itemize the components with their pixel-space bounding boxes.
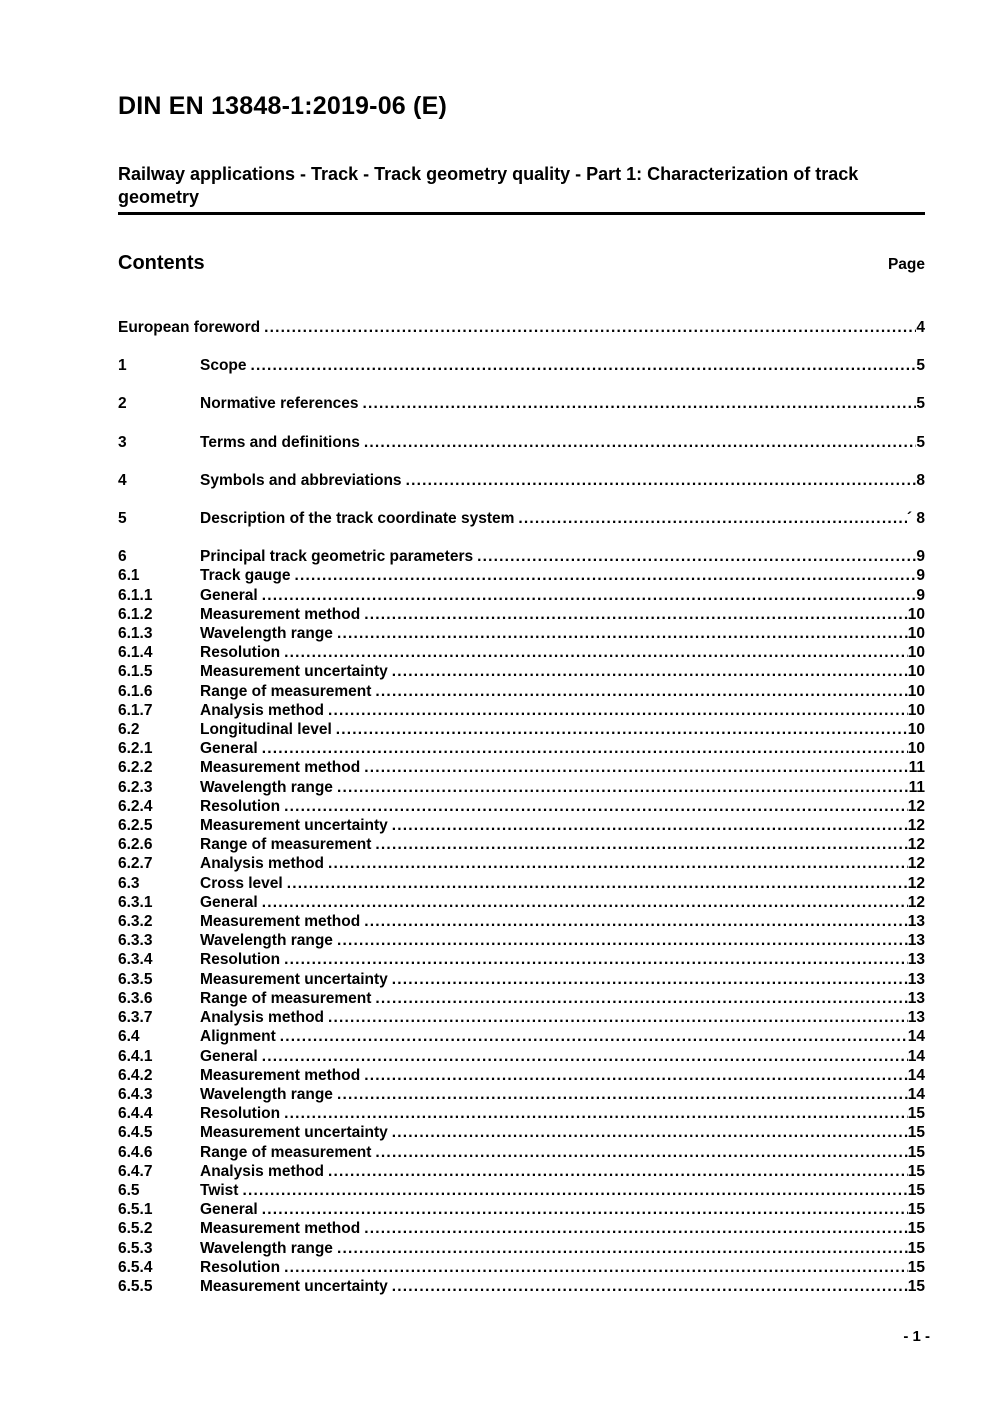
toc-entry-title: Resolution [200,644,281,662]
toc-entry [118,1085,925,1104]
toc-entry-page: 10 [907,625,925,643]
toc-entry-number: 6.3.3 [118,932,153,950]
toc-entry-title: Resolution [200,951,281,969]
toc-dot-leader [518,509,907,528]
toc-entry-page: 14 [907,1028,925,1046]
toc-entry-number: 6.1 [118,567,140,585]
toc-dot-leader [392,662,908,681]
toc-entry-number: 6.1.4 [118,644,153,662]
toc-entry-number: 6.5 [118,1181,140,1199]
toc-entry-title: General [200,740,258,758]
toc-entry-page: 9 [916,548,925,566]
toc-entry-title: Wavelength range [200,625,333,643]
toc-entry-page: 13 [907,932,925,950]
toc-entry [118,1066,925,1085]
toc-entry [118,893,925,912]
toc-entry-number: 6.4.4 [118,1105,153,1123]
toc-entry-page: 12 [907,817,925,835]
toc-dot-leader [364,758,908,777]
toc-entry-title: Wavelength range [200,778,333,796]
toc-entry [118,835,925,854]
toc-dot-leader [328,1008,908,1027]
toc-entry-number: 6.2.6 [118,836,153,854]
toc-entry-page: 14 [907,1085,925,1103]
toc-entry-page: 13 [907,951,925,969]
toc-entry-page: 12 [907,836,925,854]
toc-entry [118,912,925,931]
toc-entry-title: Analysis method [200,701,325,719]
toc-entry-page: 5 [916,395,925,413]
toc-dot-leader [328,1162,908,1181]
toc-entry-number: 4 [118,471,127,489]
toc-dot-leader [363,394,917,413]
toc-entry [118,586,925,605]
toc-entry [118,1027,925,1046]
toc-entry-page: 10 [907,644,925,662]
toc-entry [118,989,925,1008]
toc-entry-page: 14 [907,1047,925,1065]
toc-entry-number: 6.4.3 [118,1085,153,1103]
toc-list [118,318,925,1296]
toc-entry-title: European foreword [118,319,261,336]
toc-entry [118,950,925,969]
toc-dot-leader [364,605,908,624]
toc-entry [118,1277,925,1296]
toc-entry-page: 13 [907,913,925,931]
toc-entry-page: 15 [907,1181,925,1199]
toc-entry-number: 3 [118,433,127,451]
toc-entry-number: 6.1.6 [118,682,153,700]
toc-dot-leader [287,874,908,893]
toc-entry-title: Longitudinal level [200,721,332,739]
toc-entry [118,356,925,375]
toc-entry-page: 15 [907,1105,925,1123]
toc-entry-number: 6.2.7 [118,855,153,873]
toc-entry-page: 15 [907,1201,925,1219]
toc-entry-number: 6.4.2 [118,1066,153,1084]
toc-entry-title: Twist [200,1181,239,1199]
toc-entry-title: Measurement uncertainty [200,1277,388,1295]
toc-entry-page: 15 [907,1143,925,1161]
toc-dot-leader [364,912,908,931]
toc-entry-title: General [200,1047,258,1065]
toc-entry-number: 6.1.1 [118,586,153,604]
toc-entry-title: Range of measurement [200,989,372,1007]
toc-entry-title: Measurement method [200,1220,361,1238]
toc-entry-number: 6.2.1 [118,740,153,758]
toc-entry-number: 6.3.2 [118,913,153,931]
toc-entry-title: Range of measurement [200,682,372,700]
toc-dot-leader [264,318,916,337]
toc-dot-leader [375,835,907,854]
toc-entry [118,643,925,662]
toc-entry-number: 6.3.1 [118,893,153,911]
toc-entry [118,662,925,681]
toc-entry [118,874,925,893]
toc-entry-number: 6.5.1 [118,1201,153,1219]
toc-entry [118,701,925,720]
toc-entry-number: 6.3.4 [118,951,153,969]
standard-reference-heading: DIN EN 13848-1:2019-06 (E) [118,92,447,120]
toc-entry [118,1239,925,1258]
toc-entry [118,394,925,413]
document-page [118,0,925,1296]
toc-dot-leader [392,970,908,989]
toc-entry-number: 6.5.2 [118,1220,153,1238]
toc-entry-title: Range of measurement [200,836,372,854]
toc-entry-number: 6.3.7 [118,1009,153,1027]
toc-entry [118,509,925,528]
toc-dot-leader [364,433,916,452]
toc-entry [118,1123,925,1142]
toc-entry-page: 13 [907,989,925,1007]
toc-entry-page: 11 [908,778,925,796]
toc-entry-page: 10 [907,605,925,623]
toc-entry-number: 6.2 [118,721,140,739]
toc-dot-leader [337,1239,908,1258]
toc-entry-page: 9 [916,586,925,604]
toc-dot-leader [280,1027,908,1046]
toc-dot-leader [284,950,908,969]
toc-entry [118,1008,925,1027]
toc-entry-page: 11 [908,759,925,777]
toc-dot-leader [284,1104,908,1123]
page-column-label: Page [887,256,925,273]
toc-entry-page: 15 [907,1239,925,1257]
toc-entry-page: 13 [907,1009,925,1027]
toc-dot-leader [477,547,916,566]
toc-entry-number: 6.4.7 [118,1162,153,1180]
toc-entry-title: Wavelength range [200,1239,333,1257]
toc-entry [118,1104,925,1123]
toc-entry [118,758,925,777]
toc-entry [118,471,925,490]
toc-entry-number: 6.5.4 [118,1258,153,1276]
toc-entry-number: 6.1.2 [118,605,153,623]
toc-entry-number: 1 [118,357,127,375]
contents-header-row [118,251,925,275]
toc-dot-leader [392,816,908,835]
toc-dot-leader [337,624,908,643]
toc-entry-page: 15 [907,1124,925,1142]
toc-entry-title: Principal track geometric parameters [200,548,474,566]
toc-entry-page: 10 [907,721,925,739]
toc-entry-number: 6.5.5 [118,1277,153,1295]
toc-entry-title: General [200,1201,258,1219]
toc-entry-title: Measurement method [200,1066,361,1084]
toc-entry-page: 8 [916,471,925,489]
toc-entry [118,547,925,566]
toc-entry-page: ´ 8 [906,510,925,528]
toc-entry-number: 6.2.5 [118,817,153,835]
toc-entry-title: Normative references [200,395,359,413]
toc-entry [118,1258,925,1277]
toc-entry [118,778,925,797]
toc-entry-title: Measurement uncertainty [200,1124,388,1142]
toc-entry-title: Description of the track coordinate system [200,510,515,528]
toc-entry-title: Range of measurement [200,1143,372,1161]
toc-entry-page: 9 [916,567,925,585]
toc-entry-page: 15 [907,1258,925,1276]
toc-entry-number: 6.1.3 [118,625,153,643]
toc-entry-title: General [200,893,258,911]
footer-page-number: - 1 - [903,1328,930,1345]
toc-entry-page: 10 [907,740,925,758]
toc-entry-title: Analysis method [200,1162,325,1180]
toc-entry-title: Measurement uncertainty [200,970,388,988]
toc-entry-number: 6 [118,548,127,566]
toc-dot-leader [262,1200,908,1219]
toc-entry-title: Terms and definitions [200,433,360,451]
toc-entry-number: 6.2.3 [118,778,153,796]
toc-entry [118,682,925,701]
toc-dot-leader [262,1047,908,1066]
toc-entry-page: 13 [907,970,925,988]
toc-entry-page: 4 [916,319,925,336]
toc-entry [118,931,925,950]
toc-dot-leader [262,739,908,758]
toc-entry [118,739,925,758]
toc-dot-leader [337,778,909,797]
toc-dot-leader [337,931,908,950]
toc-entry-title: Measurement method [200,913,361,931]
toc-dot-leader [406,471,917,490]
toc-entry [118,1162,925,1181]
toc-entry-title: Analysis method [200,1009,325,1027]
toc-dot-leader [375,682,907,701]
toc-entry-number: 5 [118,510,127,528]
toc-entry-number: 6.4.6 [118,1143,153,1161]
toc-entry-title: Wavelength range [200,932,333,950]
toc-entry-number: 6.3 [118,874,140,892]
toc-entry [118,605,925,624]
toc-entry [118,854,925,873]
toc-entry-number: 6.2.4 [118,797,153,815]
toc-entry-title: Symbols and abbreviations [200,471,402,489]
toc-entry-number: 6.3.5 [118,970,153,988]
toc-dot-leader [392,1123,908,1142]
toc-entry-page: 15 [907,1162,925,1180]
toc-entry [118,1047,925,1066]
toc-entry-title: Measurement uncertainty [200,663,388,681]
toc-entry [118,624,925,643]
toc-entry [118,1219,925,1238]
toc-dot-leader [284,643,908,662]
toc-dot-leader [392,1277,908,1296]
toc-entry-title: Measurement method [200,605,361,623]
toc-entry-page: 12 [907,855,925,873]
toc-entry-number: 6.4.1 [118,1047,153,1065]
toc-dot-leader [328,701,908,720]
toc-dot-leader [364,1219,908,1238]
toc-entry-page: 10 [907,701,925,719]
toc-dot-leader [262,893,908,912]
toc-entry-page: 12 [907,893,925,911]
document-title: Railway applications - Track - Track geometry quality - Part 1: Characterization of track geometry [118,163,925,215]
toc-entry [118,816,925,835]
toc-entry [118,797,925,816]
toc-entry-page: 5 [916,357,925,375]
toc-entry-page: 5 [916,433,925,451]
toc-entry-title: Alignment [200,1028,276,1046]
toc-entry-title: General [200,586,258,604]
toc-entry [118,720,925,739]
toc-entry-number: 6.2.2 [118,759,153,777]
toc-entry-title: Measurement uncertainty [200,817,388,835]
toc-entry-page: 10 [907,682,925,700]
toc-entry-title: Analysis method [200,855,325,873]
toc-dot-leader [336,720,908,739]
toc-dot-leader [262,586,917,605]
toc-dot-leader [294,566,916,585]
toc-dot-leader [375,989,907,1008]
toc-dot-leader [251,356,917,375]
toc-entry-number: 2 [118,395,127,413]
contents-heading: Contents [118,252,205,274]
toc-entry [118,318,925,337]
toc-entry [118,1143,925,1162]
toc-entry [118,1200,925,1219]
toc-entry-title: Wavelength range [200,1085,333,1103]
toc-entry-number: 6.5.3 [118,1239,153,1257]
toc-entry-page: 12 [907,874,925,892]
toc-entry-page: 10 [907,663,925,681]
toc-entry-page: 15 [907,1277,925,1295]
toc-entry-title: Track gauge [200,567,291,585]
toc-entry [118,433,925,452]
toc-entry-title: Resolution [200,1105,281,1123]
toc-entry-page: 15 [907,1220,925,1238]
toc-entry-page: 12 [907,797,925,815]
toc-entry-title: Resolution [200,797,281,815]
toc-entry-number: 6.1.5 [118,663,153,681]
toc-entry-number: 6.4 [118,1028,140,1046]
toc-dot-leader [375,1143,907,1162]
toc-dot-leader [364,1066,908,1085]
toc-dot-leader [284,797,908,816]
toc-entry [118,1181,925,1200]
toc-entry-page: 14 [907,1066,925,1084]
toc-entry-number: 6.3.6 [118,989,153,1007]
toc-entry [118,970,925,989]
toc-entry-title: Cross level [200,874,283,892]
toc-entry-number: 6.4.5 [118,1124,153,1142]
toc-entry-title: Scope [200,357,247,375]
toc-entry-title: Measurement method [200,759,361,777]
toc-entry-title: Resolution [200,1258,281,1276]
toc-dot-leader [328,854,908,873]
toc-dot-leader [337,1085,908,1104]
toc-entry-number: 6.1.7 [118,701,153,719]
toc-dot-leader [284,1258,908,1277]
toc-dot-leader [242,1181,907,1200]
toc-entry [118,566,925,585]
